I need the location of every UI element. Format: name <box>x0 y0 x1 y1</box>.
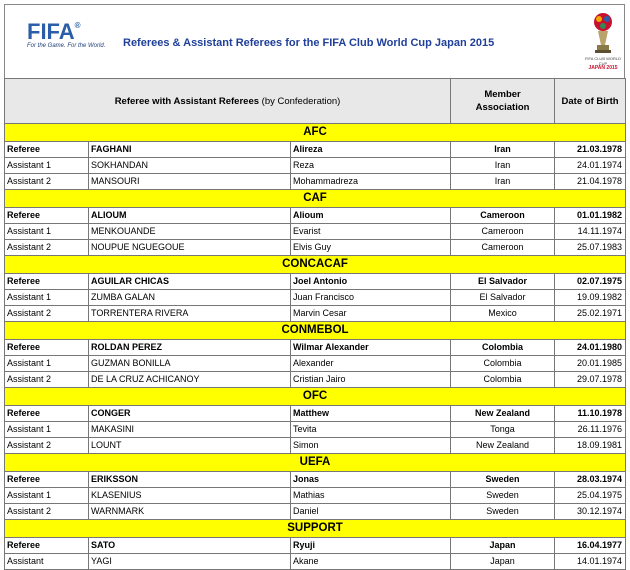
cell-last-name: MANSOURI <box>89 174 291 190</box>
table-row <box>5 306 626 322</box>
cell-last-name: ALIOUM <box>89 208 291 224</box>
table-row <box>5 174 626 190</box>
cell-role: Assistant 2 <box>5 504 89 520</box>
cell-first-name: Mohammadreza <box>291 174 451 190</box>
confederation-row <box>5 190 626 208</box>
cell-association: Colombia <box>451 372 555 388</box>
cell-last-name: SATO <box>89 538 291 554</box>
column-header-association: Member Association <box>451 79 555 124</box>
cell-last-name: KLASENIUS <box>89 488 291 504</box>
table-row <box>5 356 626 372</box>
cell-first-name: Simon <box>291 438 451 454</box>
cell-first-name: Evarist <box>291 224 451 240</box>
cell-date-of-birth: 21.03.1978 <box>555 142 626 158</box>
cell-date-of-birth: 25.04.1975 <box>555 488 626 504</box>
cell-role: Assistant 1 <box>5 224 89 240</box>
confederation-name: SUPPORT <box>5 520 626 538</box>
cell-role: Assistant 2 <box>5 174 89 190</box>
cell-association: Iran <box>451 142 555 158</box>
cell-association: Japan <box>451 538 555 554</box>
cell-association: Sweden <box>451 472 555 488</box>
cell-date-of-birth: 19.09.1982 <box>555 290 626 306</box>
cell-date-of-birth: 14.11.1974 <box>555 224 626 240</box>
cell-first-name: Wilmar Alexander <box>291 340 451 356</box>
confederation-name: CONMEBOL <box>5 322 626 340</box>
cell-association: Mexico <box>451 306 555 322</box>
cell-last-name: ROLDAN PEREZ <box>89 340 291 356</box>
document-title: Referees & Assistant Referees for the FIFA Club World Cup Japan 2015 <box>123 37 495 49</box>
cell-association: New Zealand <box>451 406 555 422</box>
table-row <box>5 340 626 356</box>
table-row <box>5 372 626 388</box>
cell-date-of-birth: 21.04.1978 <box>555 174 626 190</box>
cell-date-of-birth: 28.03.1974 <box>555 472 626 488</box>
cell-association: Cameroon <box>451 240 555 256</box>
cell-first-name: Alexander <box>291 356 451 372</box>
table-row <box>5 488 626 504</box>
cell-association: Cameroon <box>451 208 555 224</box>
cell-last-name: DE LA CRUZ ACHICANOY <box>89 372 291 388</box>
cell-role: Referee <box>5 406 89 422</box>
table-row <box>5 290 626 306</box>
cell-association: El Salvador <box>451 274 555 290</box>
confederation-name: UEFA <box>5 454 626 472</box>
cell-last-name: LOUNT <box>89 438 291 454</box>
confederation-row <box>5 322 626 340</box>
cell-date-of-birth: 16.04.1977 <box>555 538 626 554</box>
cell-association: Sweden <box>451 488 555 504</box>
cell-last-name: AGUILAR CHICAS <box>89 274 291 290</box>
table-row <box>5 438 626 454</box>
cell-last-name: GUZMAN BONILLA <box>89 356 291 372</box>
cell-first-name: Alioum <box>291 208 451 224</box>
cell-date-of-birth: 14.01.1974 <box>555 554 626 570</box>
cell-role: Referee <box>5 472 89 488</box>
cell-role: Assistant <box>5 554 89 570</box>
cell-first-name: Matthew <box>291 406 451 422</box>
cell-role: Referee <box>5 340 89 356</box>
table-row <box>5 472 626 488</box>
cell-date-of-birth: 20.01.1985 <box>555 356 626 372</box>
cell-last-name: ZUMBA GALAN <box>89 290 291 306</box>
cell-last-name: MENKOUANDE <box>89 224 291 240</box>
table-row <box>5 406 626 422</box>
cell-role: Referee <box>5 208 89 224</box>
table-row <box>5 504 626 520</box>
cell-first-name: Daniel <box>291 504 451 520</box>
confederation-name: AFC <box>5 124 626 142</box>
cell-date-of-birth: 24.01.1980 <box>555 340 626 356</box>
cell-role: Assistant 2 <box>5 306 89 322</box>
cell-first-name: Mathias <box>291 488 451 504</box>
cell-first-name: Elvis Guy <box>291 240 451 256</box>
cell-first-name: Reza <box>291 158 451 174</box>
cell-association: Iran <box>451 158 555 174</box>
fifa-logo: FIFA® <box>27 19 81 44</box>
table-row <box>5 208 626 224</box>
cell-association: Iran <box>451 174 555 190</box>
confederation-name: CONCACAF <box>5 256 626 274</box>
cell-date-of-birth: 25.02.1971 <box>555 306 626 322</box>
cell-role: Assistant 1 <box>5 422 89 438</box>
cell-last-name: YAGI <box>89 554 291 570</box>
cell-association: New Zealand <box>451 438 555 454</box>
confederation-row <box>5 454 626 472</box>
cell-first-name: Marvin Cesar <box>291 306 451 322</box>
cell-role: Assistant 1 <box>5 488 89 504</box>
cell-role: Assistant 1 <box>5 290 89 306</box>
trophy-icon <box>589 11 617 55</box>
cell-date-of-birth: 11.10.1978 <box>555 406 626 422</box>
cell-role: Assistant 2 <box>5 240 89 256</box>
cell-association: El Salvador <box>451 290 555 306</box>
table-row <box>5 158 626 174</box>
cell-last-name: FAGHANI <box>89 142 291 158</box>
cell-association: Colombia <box>451 340 555 356</box>
cell-last-name: MAKASINI <box>89 422 291 438</box>
cell-association: Japan <box>451 554 555 570</box>
club-world-cup-caption: FIFA CLUB WORLD CUP JAPAN 2015 <box>584 56 621 71</box>
table-body <box>5 124 626 570</box>
cell-date-of-birth: 29.07.1978 <box>555 372 626 388</box>
cell-last-name: NOUPUE NGUEGOUE <box>89 240 291 256</box>
cell-role: Assistant 1 <box>5 356 89 372</box>
cell-last-name: ERIKSSON <box>89 472 291 488</box>
table-row <box>5 274 626 290</box>
table-row <box>5 554 626 570</box>
cell-role: Referee <box>5 538 89 554</box>
confederation-name: CAF <box>5 190 626 208</box>
cell-first-name: Joel Antonio <box>291 274 451 290</box>
column-header-referee: Referee with Assistant Referees (by Confederation) <box>5 79 451 124</box>
club-world-cup-logo <box>583 11 623 75</box>
cell-date-of-birth: 01.01.1982 <box>555 208 626 224</box>
cell-date-of-birth: 26.11.1976 <box>555 422 626 438</box>
table-row <box>5 538 626 554</box>
cell-association: Tonga <box>451 422 555 438</box>
table-row <box>5 142 626 158</box>
cell-last-name: WARNMARK <box>89 504 291 520</box>
confederation-row <box>5 388 626 406</box>
table-header-row <box>5 79 626 124</box>
confederation-row <box>5 124 626 142</box>
cell-association: Cameroon <box>451 224 555 240</box>
cell-first-name: Alireza <box>291 142 451 158</box>
cell-association: Colombia <box>451 356 555 372</box>
column-header-dob: Date of Birth <box>555 79 626 124</box>
cell-date-of-birth: 02.07.1975 <box>555 274 626 290</box>
cell-role: Assistant 1 <box>5 158 89 174</box>
cell-first-name: Akane <box>291 554 451 570</box>
table-row <box>5 224 626 240</box>
cell-last-name: CONGER <box>89 406 291 422</box>
cell-first-name: Jonas <box>291 472 451 488</box>
cell-first-name: Tevita <box>291 422 451 438</box>
confederation-row <box>5 256 626 274</box>
table-row <box>5 240 626 256</box>
cell-role: Assistant 2 <box>5 438 89 454</box>
cell-date-of-birth: 25.07.1983 <box>555 240 626 256</box>
cell-last-name: SOKHANDAN <box>89 158 291 174</box>
fifa-tagline: For the Game. For the World. <box>27 43 106 49</box>
referee-table <box>4 78 626 570</box>
cell-date-of-birth: 30.12.1974 <box>555 504 626 520</box>
cell-date-of-birth: 18.09.1981 <box>555 438 626 454</box>
cell-first-name: Juan Francisco <box>291 290 451 306</box>
confederation-row <box>5 520 626 538</box>
cell-first-name: Cristian Jairo <box>291 372 451 388</box>
cell-role: Referee <box>5 142 89 158</box>
cell-first-name: Ryuji <box>291 538 451 554</box>
document-header <box>4 4 625 78</box>
cell-last-name: TORRENTERA RIVERA <box>89 306 291 322</box>
cell-date-of-birth: 24.01.1974 <box>555 158 626 174</box>
cell-role: Referee <box>5 274 89 290</box>
cell-association: Sweden <box>451 504 555 520</box>
confederation-name: OFC <box>5 388 626 406</box>
table-row <box>5 422 626 438</box>
cell-role: Assistant 2 <box>5 372 89 388</box>
